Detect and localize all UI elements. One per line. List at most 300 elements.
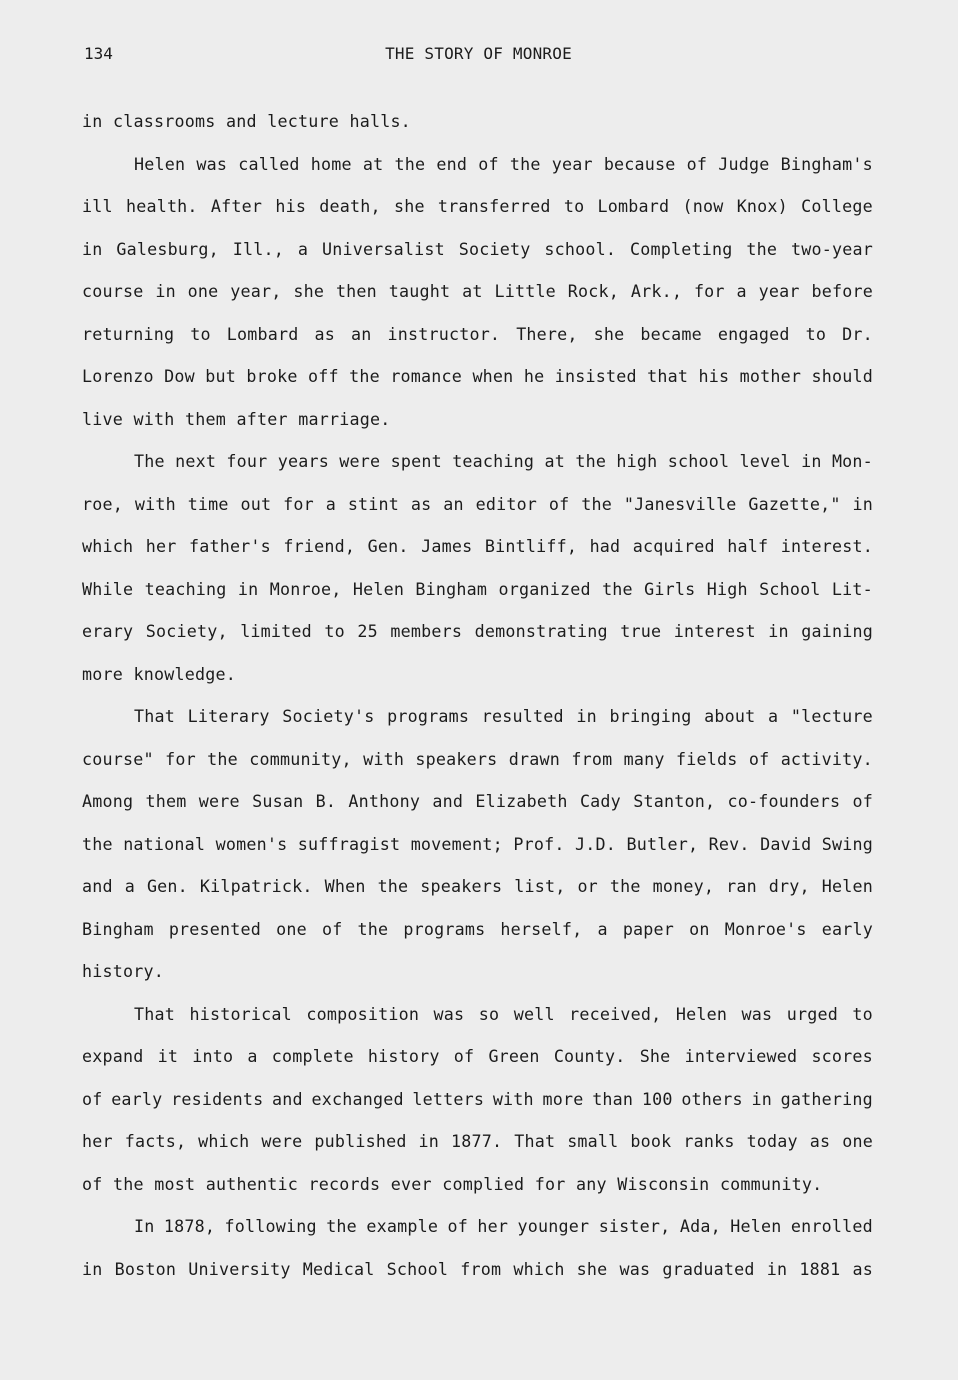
word: an <box>350 323 372 344</box>
word: following <box>224 1216 317 1236</box>
word: today <box>746 1131 798 1151</box>
word: demonstrating <box>474 621 608 641</box>
word: "Janesville <box>623 493 737 514</box>
word: University <box>188 1258 291 1279</box>
word: Bingham <box>415 578 488 599</box>
word: after <box>236 408 288 429</box>
word: The <box>134 451 165 471</box>
word: received, <box>569 1003 662 1024</box>
word: Kilpatrick. <box>199 876 313 896</box>
word: because <box>603 153 676 174</box>
word: community. <box>719 1173 823 1194</box>
text-line <box>82 355 873 398</box>
page-header <box>84 44 873 68</box>
word: younger <box>517 1216 590 1236</box>
word: composition <box>306 1003 420 1024</box>
word: spent <box>390 451 442 471</box>
word: than <box>592 1088 634 1109</box>
word: out <box>240 493 272 514</box>
word: Prof. <box>513 833 565 854</box>
word: for <box>693 281 725 301</box>
word: year, <box>230 281 282 301</box>
word: letters <box>412 1088 485 1109</box>
word: course <box>82 281 144 301</box>
word: School <box>759 578 821 599</box>
word: Little <box>494 281 556 301</box>
word: to <box>805 323 827 344</box>
word: Elizabeth <box>475 791 568 811</box>
word: then <box>335 281 377 301</box>
word: high <box>616 451 658 471</box>
word: in <box>155 281 176 301</box>
word: records <box>308 1173 381 1194</box>
word: limited <box>240 621 312 641</box>
word: presented <box>168 918 262 939</box>
word: which <box>198 1131 250 1151</box>
word: Swing <box>821 833 873 854</box>
word: in <box>852 493 873 514</box>
word: Lombard <box>597 196 670 216</box>
word: the <box>609 876 641 896</box>
word: the <box>581 493 612 514</box>
word: which <box>82 536 134 556</box>
word: end <box>436 153 468 174</box>
text-line <box>82 568 873 611</box>
word: Monroe, <box>269 578 342 599</box>
word: called <box>238 153 300 174</box>
word: 100 <box>641 1088 673 1109</box>
word: time <box>187 493 229 514</box>
word: off <box>308 366 339 386</box>
word: small <box>567 1131 619 1151</box>
word: Lit- <box>831 578 873 599</box>
word: Rock, <box>567 281 620 301</box>
word: them <box>185 408 226 429</box>
word: authentic <box>205 1173 298 1194</box>
word: she <box>593 323 625 344</box>
word: romance <box>390 366 463 386</box>
word: Girls <box>644 578 696 599</box>
word: Dr. <box>842 323 873 344</box>
word: or <box>577 876 598 896</box>
word: his <box>698 366 730 386</box>
word: historical <box>189 1003 292 1024</box>
word: to <box>324 621 345 641</box>
word: with <box>134 493 176 514</box>
word: Gazette," <box>748 493 841 514</box>
word: classrooms <box>113 111 216 131</box>
word: two-year <box>790 238 873 259</box>
word: programs <box>403 918 486 939</box>
word: Literary <box>187 706 270 726</box>
word: She <box>639 1046 671 1066</box>
word: at <box>462 281 483 301</box>
word: course" <box>82 748 154 769</box>
word: about <box>704 706 756 726</box>
word: list, <box>514 876 566 896</box>
word: editor <box>475 493 538 514</box>
word: J.D. <box>575 833 617 854</box>
word: Mon- <box>831 451 873 471</box>
word: Helen <box>730 1216 782 1236</box>
word: Ill., <box>232 238 284 259</box>
word: his <box>275 196 307 216</box>
text-line <box>82 1078 873 1121</box>
word: it <box>157 1046 179 1066</box>
word: her <box>82 1131 113 1151</box>
word: one <box>842 1131 873 1151</box>
word: the <box>746 238 778 259</box>
word: Lorenzo <box>82 366 154 386</box>
word: facts, <box>124 1131 187 1151</box>
word: lecture <box>267 111 339 131</box>
word: In <box>134 1216 155 1236</box>
word: was <box>741 1003 773 1024</box>
word: transferred <box>437 196 551 216</box>
word: teaching <box>452 451 535 471</box>
word: Universalist <box>321 238 445 259</box>
word: community, <box>249 748 352 769</box>
word: ill <box>82 196 113 216</box>
word: as <box>410 493 432 514</box>
word: Ark., <box>630 281 683 301</box>
word: were <box>198 791 240 811</box>
word: were <box>261 1131 303 1151</box>
word: a <box>736 281 747 301</box>
word: school <box>667 451 730 471</box>
word: had <box>589 536 621 556</box>
word: Bingham's <box>780 153 873 174</box>
word: an <box>443 493 464 514</box>
word: Completing <box>630 238 733 259</box>
word: Society's <box>282 706 375 726</box>
word: for <box>165 748 196 769</box>
word: in <box>768 621 789 641</box>
word: Monroe's <box>724 918 807 939</box>
word: B. <box>315 791 337 811</box>
word: Stanton, <box>633 791 716 811</box>
word: That <box>514 1131 556 1151</box>
word: activity. <box>780 748 873 769</box>
word: members <box>390 621 463 641</box>
text-line <box>82 610 873 653</box>
word: in <box>576 706 597 726</box>
word: expand <box>82 1046 144 1066</box>
word: a <box>297 238 309 259</box>
word: became <box>640 323 702 344</box>
word: father's <box>188 536 271 556</box>
word: urged <box>786 1003 838 1024</box>
word: years <box>277 451 329 471</box>
word: a <box>597 918 608 939</box>
word: bringing <box>609 706 692 726</box>
word: early <box>111 1088 163 1109</box>
word: of <box>453 1046 475 1066</box>
text-line <box>82 780 873 823</box>
text-line <box>82 908 873 951</box>
word: broke <box>246 366 298 386</box>
word: as <box>809 1131 831 1151</box>
word: movement; <box>410 833 503 854</box>
text-line <box>82 865 873 908</box>
text-line <box>82 1205 873 1248</box>
word: Susan <box>252 791 304 811</box>
word: book <box>630 1131 672 1151</box>
word: County. <box>553 1046 626 1066</box>
word: programs <box>387 706 470 726</box>
word: resulted <box>481 706 564 726</box>
word: in <box>82 1258 103 1279</box>
word: speakers <box>415 748 498 769</box>
word: the <box>509 153 541 174</box>
word: College <box>801 196 873 216</box>
word: with <box>133 408 175 429</box>
word: Helen <box>675 1003 728 1024</box>
word: and <box>432 791 464 811</box>
word: next <box>175 451 217 471</box>
text-line <box>82 1035 873 1078</box>
word: from <box>571 748 613 769</box>
word: of <box>82 1088 103 1109</box>
word: into <box>192 1046 234 1066</box>
word: ran <box>726 876 757 896</box>
word: the <box>357 918 389 939</box>
text-line <box>82 1248 873 1291</box>
word: exchanged <box>311 1088 404 1109</box>
word: health. <box>125 196 198 216</box>
word: Anthony <box>348 791 421 811</box>
word: that <box>647 366 689 386</box>
word: Among <box>82 791 134 811</box>
text-line <box>82 950 873 993</box>
word: as <box>852 1258 873 1279</box>
word: Lombard <box>226 323 299 344</box>
word: interest <box>673 621 756 641</box>
word: she <box>293 281 325 301</box>
word: in <box>82 111 103 131</box>
word: should <box>811 366 873 386</box>
word: for <box>534 1173 566 1194</box>
word: paper <box>622 918 675 939</box>
word: complete <box>271 1046 354 1066</box>
word: Society <box>458 238 531 259</box>
word: was <box>619 1258 651 1279</box>
word: year <box>551 153 593 174</box>
word: national <box>123 833 206 854</box>
word: history <box>367 1046 440 1066</box>
text-line <box>82 738 873 781</box>
word: of <box>447 1216 468 1236</box>
word: marriage. <box>298 408 391 429</box>
word: Bingham <box>82 918 154 939</box>
word: 25 <box>357 621 378 641</box>
word: ever <box>390 1173 432 1194</box>
word: year <box>758 281 800 301</box>
word: instructor. <box>387 323 501 344</box>
word: but <box>205 366 237 386</box>
word: with <box>363 748 405 769</box>
word: in <box>237 578 259 599</box>
word: were <box>339 451 381 471</box>
word: the <box>394 153 426 174</box>
text-line <box>82 695 873 738</box>
word: David <box>760 833 812 854</box>
word: Medical <box>302 1258 375 1279</box>
word: which <box>513 1258 565 1279</box>
word: live <box>82 408 123 429</box>
word: as <box>314 323 335 344</box>
word: and <box>272 1088 303 1109</box>
word: true <box>620 621 662 641</box>
word: Ada, <box>679 1216 721 1236</box>
word: before <box>811 281 873 301</box>
word: one <box>276 918 307 939</box>
running-head: THE STORY OF MONROE <box>385 44 572 63</box>
text-line <box>82 1163 873 1206</box>
word: she <box>576 1258 608 1279</box>
word: the <box>377 876 409 896</box>
word: mother <box>739 366 802 386</box>
word: roe, <box>82 493 123 514</box>
word: in <box>418 1131 440 1151</box>
word: of <box>321 918 343 939</box>
word: Green <box>488 1046 540 1066</box>
word: when <box>472 366 514 386</box>
word: 1877. <box>451 1131 503 1151</box>
word: High <box>706 578 748 599</box>
word: enrolled <box>790 1216 873 1236</box>
word: "lecture <box>790 706 873 726</box>
text-line <box>82 185 873 228</box>
word: on <box>689 918 710 939</box>
word: erary <box>82 621 134 641</box>
word: teaching <box>144 578 227 599</box>
word: Helen <box>821 876 873 896</box>
word: history. <box>82 961 164 981</box>
word: the <box>326 1216 357 1236</box>
text-line <box>82 270 873 313</box>
word: to <box>190 323 211 344</box>
word: so <box>478 1003 500 1024</box>
word: James <box>421 536 473 556</box>
word: in <box>801 451 822 471</box>
text-line <box>82 1120 873 1163</box>
word: knowledge. <box>133 663 236 684</box>
word: Society, <box>145 621 228 641</box>
word: engaged <box>717 323 790 344</box>
word: taught <box>388 281 451 301</box>
word: of <box>686 153 708 174</box>
word: of <box>478 153 499 174</box>
word: Cady <box>579 791 621 811</box>
word: women's <box>215 833 288 854</box>
word: Gen. <box>146 876 188 896</box>
word: home <box>310 153 352 174</box>
text-line <box>82 398 873 441</box>
word: Butler, <box>626 833 699 854</box>
word: early <box>821 918 873 939</box>
word: for <box>283 493 314 514</box>
text-line <box>82 100 873 143</box>
word: one <box>187 281 219 301</box>
word: others <box>681 1088 743 1109</box>
word: of <box>548 493 570 514</box>
text-line <box>82 313 873 356</box>
word: friend, <box>283 536 356 556</box>
word: dry, <box>768 876 810 896</box>
word: Dow <box>164 366 195 386</box>
word: them <box>145 791 187 811</box>
text-line <box>82 228 873 271</box>
word: Bintliff, <box>484 536 578 556</box>
word: gathering <box>780 1088 873 1109</box>
word: gaining <box>801 621 873 641</box>
word: most <box>154 1173 196 1194</box>
page-number: 134 <box>84 44 113 63</box>
word: money, <box>652 876 715 896</box>
word: she <box>393 196 425 216</box>
word: many <box>623 748 665 769</box>
word: in <box>82 238 103 259</box>
word: fields <box>676 748 738 769</box>
word: the <box>207 748 238 769</box>
word: death, <box>319 196 381 216</box>
word: Gen. <box>367 536 409 556</box>
word: of <box>748 748 770 769</box>
word: well <box>513 1003 555 1024</box>
word: There, <box>516 323 578 344</box>
word: with <box>492 1088 534 1109</box>
word: interviewed <box>684 1046 798 1066</box>
text-line <box>82 525 873 568</box>
word: co-founders <box>727 791 841 811</box>
word: When <box>324 876 366 896</box>
word: he <box>523 366 545 386</box>
word: the <box>113 1173 144 1194</box>
word: to <box>563 196 585 216</box>
word: That <box>134 1003 175 1024</box>
word: That <box>134 706 175 726</box>
word: and <box>82 876 113 896</box>
word: speakers <box>420 876 503 896</box>
word: in <box>751 1088 772 1109</box>
word: 1878, <box>163 1216 216 1236</box>
word: Galesburg, <box>116 238 219 259</box>
word: scores <box>811 1046 873 1066</box>
word: halls. <box>349 111 411 131</box>
word: the <box>349 366 380 386</box>
word: organized <box>498 578 591 599</box>
word: School <box>386 1258 449 1279</box>
word: interest. <box>780 536 873 556</box>
word: half <box>727 536 769 556</box>
word: four <box>226 451 268 471</box>
word: After <box>210 196 263 216</box>
text-line <box>82 653 873 696</box>
word: Helen <box>134 153 186 174</box>
word: Wisconsin <box>617 1173 710 1194</box>
word: Rev. <box>708 833 750 854</box>
word: Helen <box>352 578 405 599</box>
word: of <box>82 1173 103 1194</box>
word: returning <box>82 323 175 344</box>
word: in <box>766 1258 788 1279</box>
word: complied <box>442 1173 525 1194</box>
body-text <box>82 100 873 1290</box>
word: example <box>366 1216 439 1236</box>
word: was <box>433 1003 465 1024</box>
word: stint <box>347 493 400 514</box>
